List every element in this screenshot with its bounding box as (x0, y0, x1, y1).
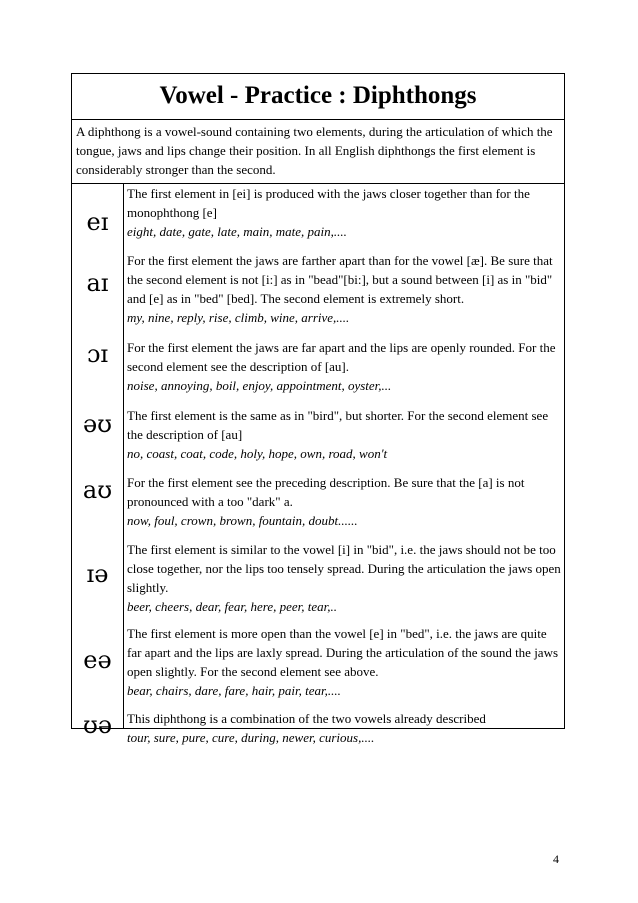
diphthong-examples: my, nine, reply, rise, climb, wine, arrive,.... (127, 310, 350, 325)
diphthong-text (127, 251, 562, 327)
ipa-symbol: əʊ (82, 410, 113, 438)
diphthong-examples: tour, sure, pure, cure, during, newer, curious,.... (127, 730, 375, 745)
ipa-symbol: eɪ (86, 208, 109, 236)
diphthong-text (127, 540, 562, 616)
content-frame (71, 73, 565, 745)
diphthong-examples: no, coast, coat, code, holy, hope, own, road, won't (127, 446, 388, 461)
diphthong-description: For the first element see the preceding description. Be sure that the [a] is not pronounced with a too "dark" a. (127, 475, 525, 509)
diphthong-description: For the first element the jaws are farther apart than for the vowel [æ]. Be sure that the second element is not [i:] as in "bead"[bi:], but a sound between [i] as in "bid" and [e] as in "bed" [bed]. The second element is extremely short. (127, 253, 553, 306)
diphthong-text (127, 473, 562, 530)
ipa-symbol: ɪə (86, 560, 109, 588)
diphthong-description: The first element is the same as in "bird", but shorter. For the second element see the description of [au] (127, 408, 549, 442)
diphthong-text (127, 406, 562, 463)
diphthong-text (127, 184, 562, 241)
ipa-symbol: aʊ (82, 476, 113, 504)
page-number: 4 (553, 852, 559, 866)
diphthong-examples: eight, date, gate, late, main, mate, pain,.... (127, 224, 347, 239)
column-divider (123, 184, 124, 728)
diphthong-description: The first element in [ei] is produced with the jaws closer together than for the monophthong [e] (127, 186, 530, 220)
diphthong-text (127, 338, 562, 395)
diphthong-examples: noise, annoying, boil, enjoy, appointment, oyster,... (127, 378, 392, 393)
diphthong-table (72, 183, 564, 745)
diphthong-examples: bear, chairs, dare, fare, hair, pair, tear,.... (127, 683, 341, 698)
ipa-symbol: ʊə (82, 711, 113, 739)
diphthong-description: For the first element the jaws are far apart and the lips are openly rounded. For the second element see the description of [au]. (127, 340, 556, 374)
intro-paragraph: A diphthong is a vowel-sound containing two elements, during the articulation of which the tongue, jaws and lips change their position. In all English diphthongs the first element is considerably stronger than the second. (76, 124, 553, 177)
diphthong-examples: beer, cheers, dear, fear, here, peer, tear,.. (127, 599, 337, 614)
diphthong-description: This diphthong is a combination of the two vowels already described (127, 711, 486, 726)
diphthong-examples: now, foul, crown, brown, fountain, doubt...... (127, 513, 358, 528)
ipa-symbol: aɪ (86, 269, 109, 297)
diphthong-text (127, 624, 562, 700)
ipa-symbol: ɔɪ (86, 340, 109, 368)
diphthong-description: The first element is more open than the vowel [e] in "bed", i.e. the jaws are quite far apart and the lips are laxly spread. During the articulation of the sound the jaws open slightly. For the second element see above. (127, 626, 559, 679)
diphthong-description: The first element is similar to the vowel [i] in "bid", i.e. the jaws should not be too close together, nor the lips too tensely spread. During the articulation the jaws open slightly. (127, 542, 561, 595)
ipa-symbol: eə (83, 646, 112, 674)
page-title: Vowel - Practice : Diphthongs (72, 74, 564, 120)
diphthong-text (127, 709, 562, 747)
